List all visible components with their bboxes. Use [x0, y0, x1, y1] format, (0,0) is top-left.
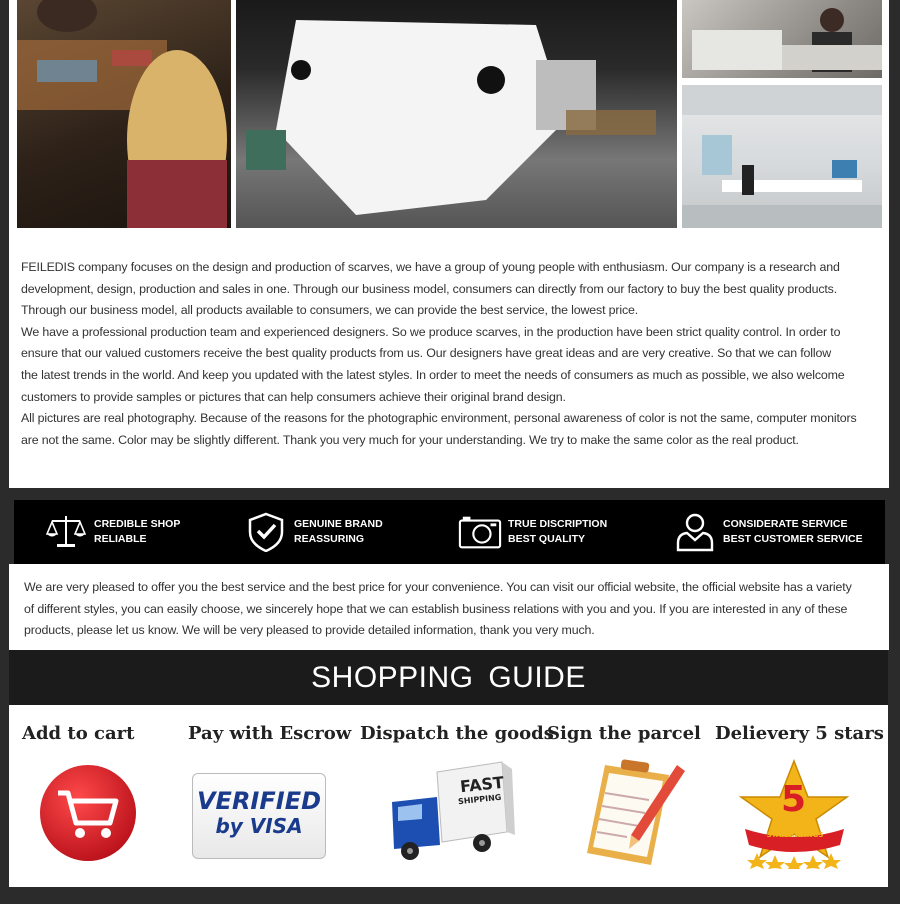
intro-line: ensure that our valued customers receive the best quality products from us. Our designers have great ideas and are very creative. So that we can follow: [21, 346, 832, 361]
service-line: We are very pleased to offer you the best service and the best price for your convenience. You can visit our official website, the official website has a variety: [24, 580, 852, 594]
photo-collage: [9, 0, 889, 236]
feature-title: TRUE DISCRIPTION: [508, 518, 608, 530]
feature-subtitle: BEST CUSTOMER SERVICE: [723, 533, 863, 545]
clipboard-icon: [577, 753, 687, 873]
step-label: Add to cart: [22, 723, 135, 744]
step-label: Pay with Escrow: [188, 723, 352, 744]
shield-icon: [244, 510, 288, 554]
intro-line: customers to provide samples or pictures that can help consumers achieve their original brand design.: [21, 389, 566, 404]
feature-subtitle: BEST QUALITY: [508, 533, 586, 545]
step-sign-parcel: [547, 705, 712, 887]
company-intro: [9, 236, 889, 488]
visa-icon: [192, 773, 326, 859]
workshop-photo: [17, 0, 231, 228]
star-number: 5: [781, 779, 807, 820]
ribbon-text: STAR RATINGS: [766, 831, 824, 839]
feature-true-description: [458, 510, 607, 554]
service-line: products, please let us know. We will be very pleased to provide detailed information, thank you very much.: [24, 623, 595, 638]
step-label: Dispatch the goods: [360, 723, 554, 744]
intro-line: All pictures are real photography. Because of the reasons for the photographic environment, personal awareness of color is not the same, computer monitors: [21, 411, 857, 426]
intro-line: are not the same. Color may be slightly different. Thank you very much for your understanding. We try to make the same color as the real product.: [21, 432, 799, 447]
intro-line: We have a professional production team and experienced designers. So we produce scarves, in the production have been strict quality control. In order to: [21, 324, 841, 339]
feature-subtitle: REASSURING: [294, 533, 365, 545]
stars-icon: [737, 757, 852, 874]
shopping-steps: [9, 705, 888, 887]
feature-subtitle: RELIABLE: [94, 533, 147, 545]
service-line: of different styles, you can easily choose, we sincerely hope that we can establish business relations with you and you. If you are interested in any of these: [24, 601, 848, 616]
step-add-to-cart: [22, 705, 182, 887]
studio-photo: [236, 0, 677, 228]
intro-line: Through our business model, all products available to consumers, we can provide the best service, the lowest price.: [21, 303, 639, 318]
cart-icon: [38, 763, 138, 868]
step-label: Sign the parcel: [547, 723, 701, 744]
feature-title: GENUINE BRAND: [294, 518, 383, 530]
step-label: Delievery 5 stars: [715, 723, 884, 744]
feature-considerate-service: [673, 510, 863, 554]
step-dispatch: [360, 705, 554, 887]
scale-icon: [44, 510, 88, 554]
service-text: [9, 564, 889, 650]
feature-bar: [14, 500, 885, 564]
intro-line: FEILEDIS company focuses on the design and production of scarves, we have a group of young people with enthusiasm. Our company is a research and: [21, 260, 840, 274]
sewing-photo: [682, 0, 882, 78]
step-delivery-stars: [715, 705, 885, 887]
intro-line: development, design, production and sales in one. Through our business model, consumers can directly from our factory to buy the best quality products.: [21, 281, 838, 296]
truck-icon: [382, 757, 517, 872]
user-icon: [673, 510, 717, 554]
intro-line: the latest trends in the world. And keep you updated with the latest styles. In order to meet the needs of consumers as much as possible, we also welcome: [21, 367, 845, 382]
step-pay-escrow: [188, 705, 353, 887]
office-photo: [682, 85, 882, 228]
feature-genuine-brand: [244, 510, 383, 554]
visa-badge-line1: VERIFIED: [196, 787, 322, 815]
truck-text-fast: FAST: [459, 772, 505, 797]
feature-title: CONSIDERATE SERVICE: [723, 518, 848, 530]
shopping-guide-title: SHOPPING GUIDE: [9, 650, 888, 705]
feature-credible-shop: [44, 510, 180, 554]
visa-badge-line2: by VISA: [215, 814, 303, 838]
truck-text-shipping: SHIPPING: [457, 792, 502, 807]
camera-icon: [458, 510, 502, 554]
feature-title: CREDIBLE SHOP: [94, 518, 181, 530]
